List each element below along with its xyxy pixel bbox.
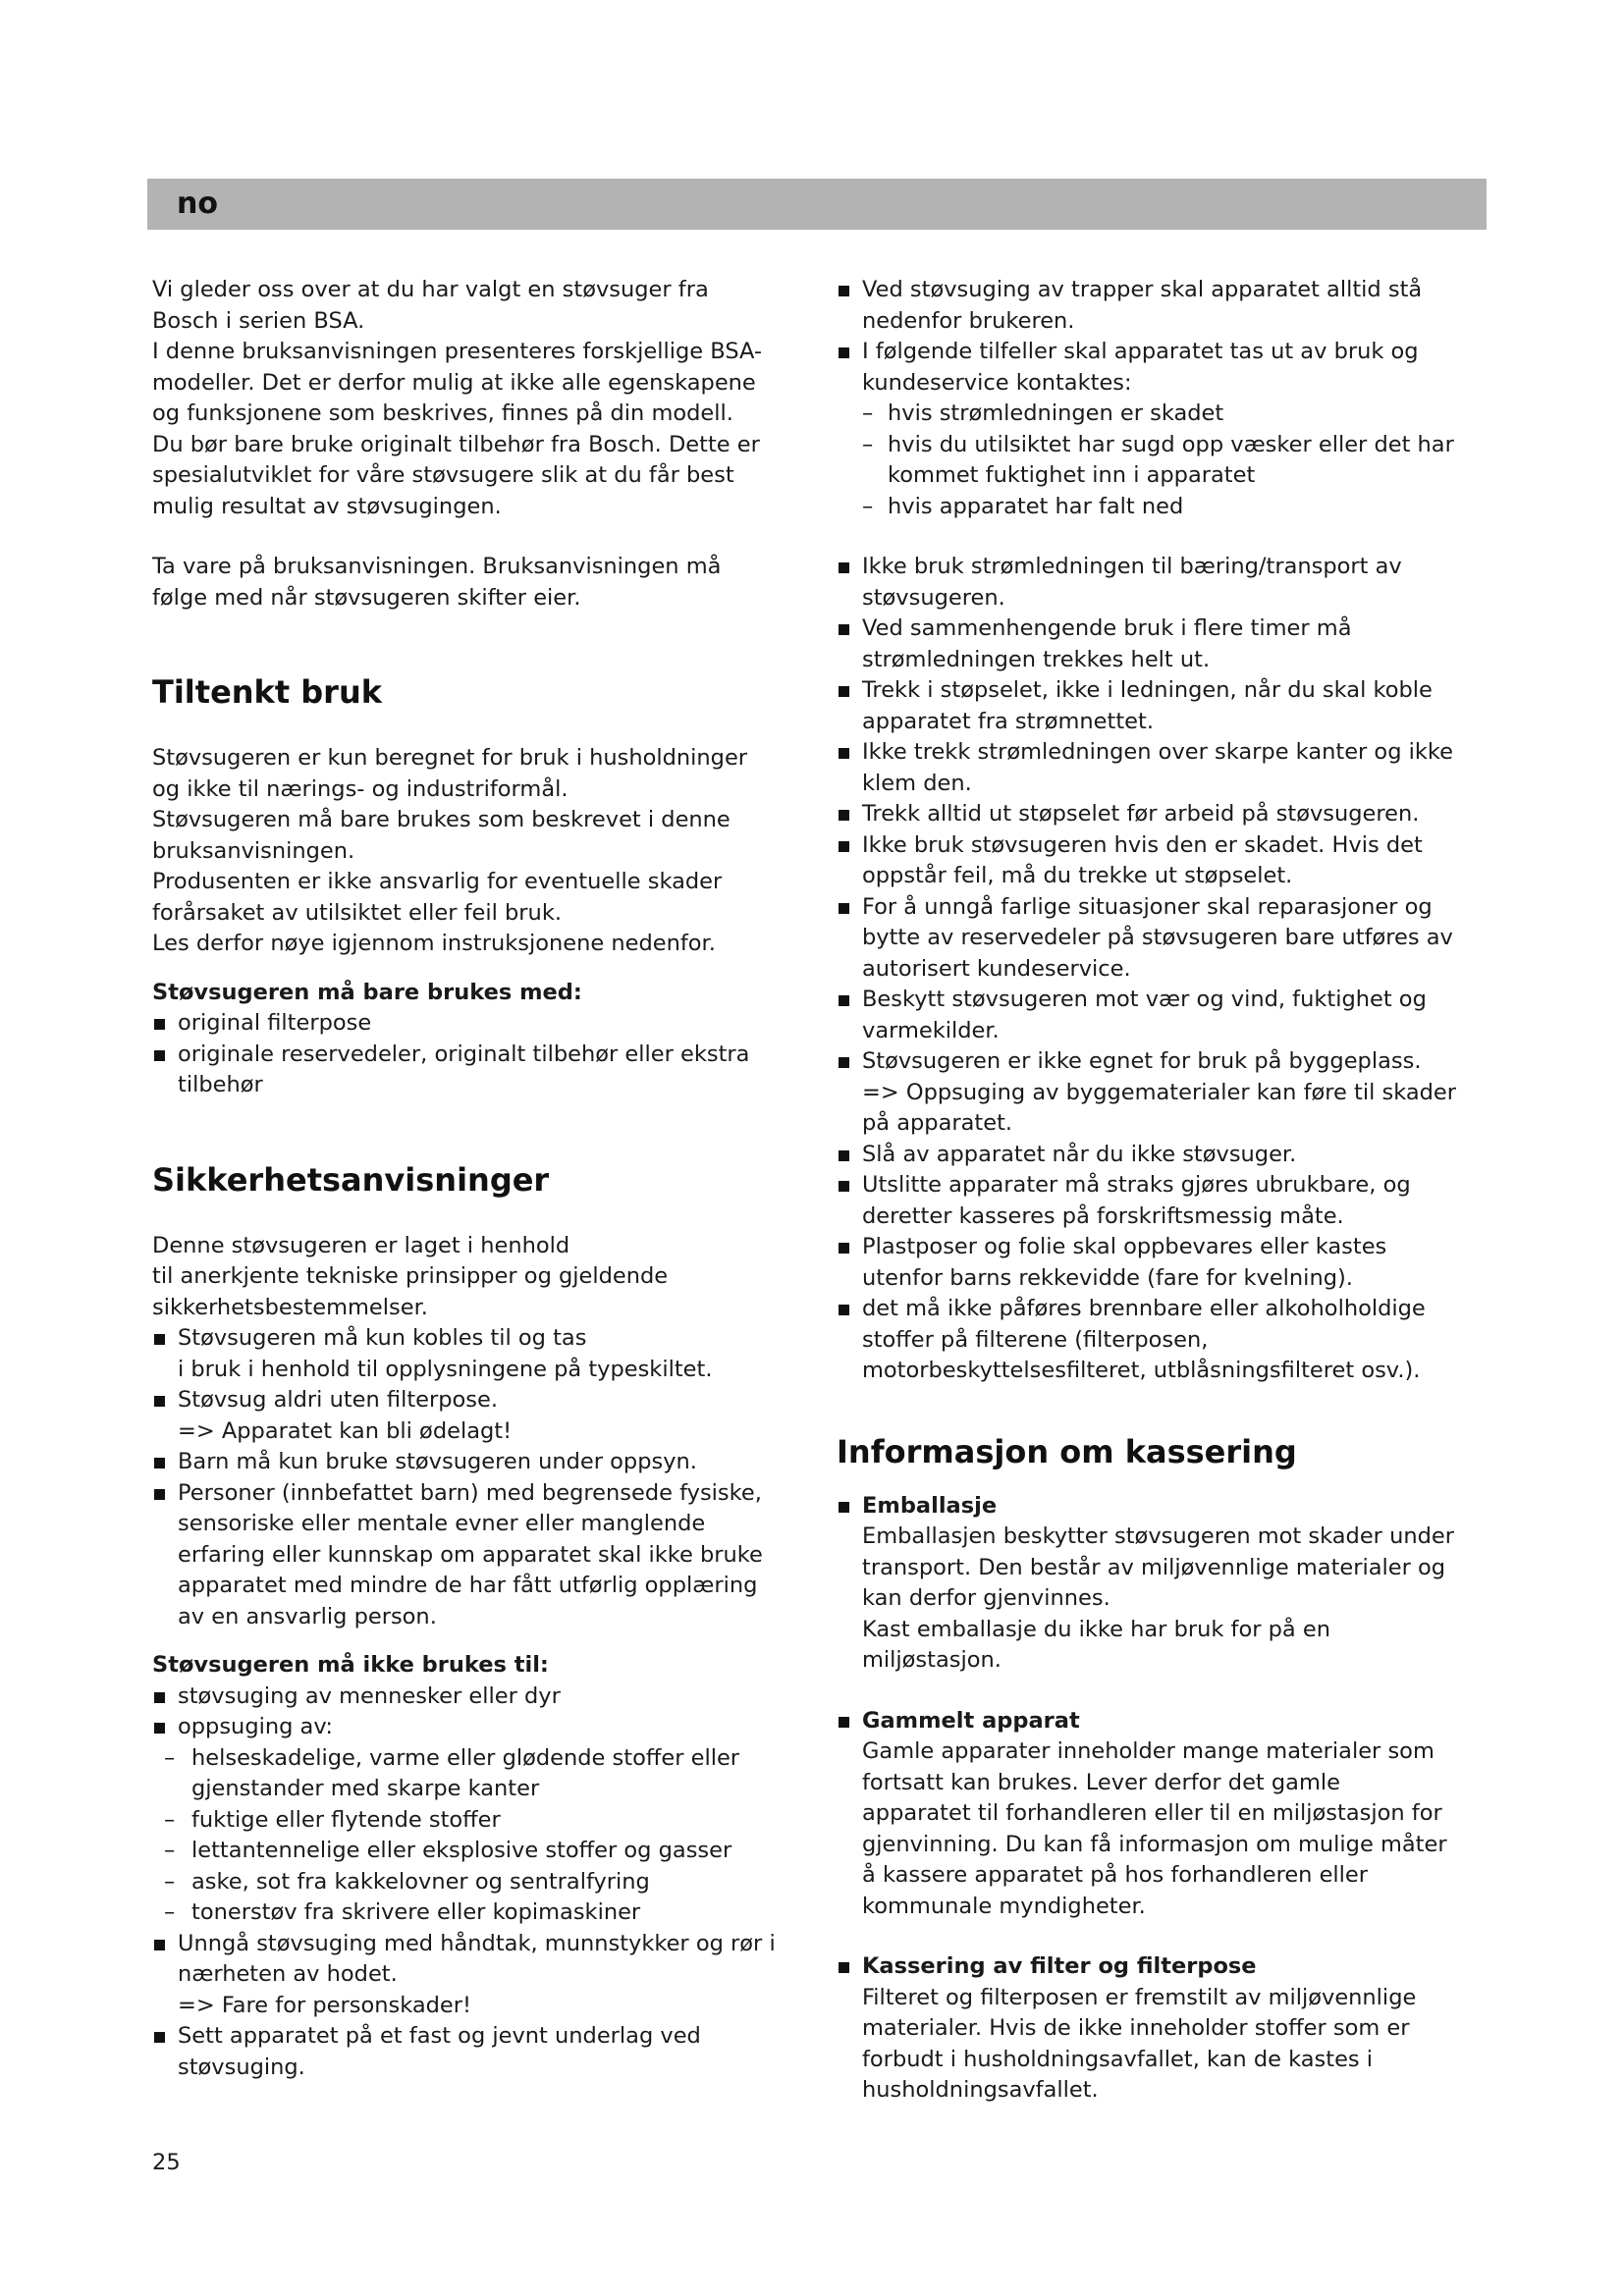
text-line: mulig resultat av støvsugingen. [152, 493, 502, 519]
dash-item: – fuktige eller flytende stoffer [152, 1805, 800, 1837]
service-dash-list [862, 399, 1494, 522]
safety-intro-paragraph [152, 1231, 800, 1324]
text-line: til anerkjente tekniske prinsipper og gjeldende [152, 1263, 669, 1289]
language-header-bar [147, 179, 1487, 230]
text-line: følge med når støvsugeren skifter eier. [152, 584, 581, 611]
dash-item: – hvis du utilsiktet har sugd opp væsker eller det har kommet fuktighet inn i apparatet [862, 430, 1494, 492]
language-code: no [177, 187, 218, 221]
not-for-rest-list [152, 1929, 800, 2084]
text-line: Du bør bare bruke originalt tilbehør fra Bosch. Dette er [152, 431, 760, 457]
list-item: Støvsugeren må kun kobles til og tas i bruk i henhold til opplysningene på typeskiltet. [152, 1323, 800, 1385]
list-item: oppsuging av: [152, 1712, 800, 1743]
not-for-subheading: Støvsugeren må ikke brukes til: [152, 1652, 549, 1678]
list-item: I følgende tilfeller skal apparatet tas ut av bruk og kundeservice kontaktes: – hvis strømledningen er skadet – hvis du utilsiktet har sugd opp væsker eller det har kommet fuktighet inn i apparatet – hvis apparatet har falt ned [837, 337, 1494, 522]
safety-list [152, 1323, 800, 1632]
text-line: Bosch i serien BSA. [152, 307, 365, 334]
intended-use-heading: Tiltenkt bruk [152, 673, 383, 711]
list-item: det må ikke påføres brennbare eller alkoholholdige stoffer på filterene (filterposen, motorbeskyttelsesfilteret, utblåsningsfilteret osv.). [837, 1294, 1494, 1387]
text-line: modeller. Det er derfor mulig at ikke alle egenskapene [152, 369, 756, 396]
text-line: I denne bruksanvisningen presenteres forskjellige BSA- [152, 339, 763, 364]
list-item: original filterpose [152, 1008, 800, 1040]
list-item: originale reservedeler, originalt tilbehør eller ekstra tilbehør [152, 1040, 800, 1101]
disposal-list [837, 1491, 1494, 2107]
list-item: støvsuging av mennesker eller dyr [152, 1682, 800, 1713]
list-item: Ikke bruk strømledningen til bæring/transport av støvsugeren. [837, 552, 1494, 614]
list-item: Ikke trekk strømledningen over skarpe kanter og ikke klem den. [837, 737, 1494, 799]
list-item: Sett apparatet på et fast og jevnt underlag ved støvsuging. [152, 2021, 800, 2083]
list-item: Plastposer og folie skal oppbevares eller kastes utenfor barns rekkevidde (fare for kvelning). [837, 1232, 1494, 1294]
disposal-item-filter: Kassering av filter og filterpose Filteret og filterposen er fremstilt av miljøvennlige materialer. Hvis de ikke inneholder stoffer som er forbudt i husholdningsavfallet, kan de kastes i husholdningsavfallet. [837, 1951, 1494, 2107]
list-item: Støvsugeren er ikke egnet for bruk på byggeplass. => Oppsuging av byggematerialer kan føre til skader på apparatet. [837, 1046, 1494, 1140]
dash-item: – helseskadelige, varme eller glødende stoffer eller gjenstander med skarpe kanter [152, 1743, 800, 1805]
safety-heading: Sikkerhetsanvisninger [152, 1160, 550, 1199]
disposal-heading: Informasjon om kassering [837, 1432, 1297, 1470]
text-line: forårsaket av utilsiktet eller feil bruk. [152, 899, 562, 926]
list-item: Slå av apparatet når du ikke støvsuger. [837, 1140, 1494, 1171]
list-item: Utslitte apparater må straks gjøres ubrukbare, og deretter kasseres på forskriftsmessig måte. [837, 1170, 1494, 1232]
text-line: og ikke til nærings- og industriformål. [152, 775, 568, 802]
text-line: Støvsugeren må bare brukes som beskrevet i denne [152, 807, 731, 832]
dash-item: – hvis apparatet har falt ned [862, 492, 1494, 523]
text-line: bruksanvisningen. [152, 837, 355, 864]
text-line: Les derfor nøye igjennom instruksjonene nedenfor. [152, 931, 716, 956]
safety-list-continued [837, 275, 1494, 522]
text-line: og funksjonene som beskrives, finnes på din modell. [152, 400, 733, 426]
intro-paragraph [152, 275, 800, 522]
list-item: Unngå støvsuging med håndtak, munnstykker og rør i nærheten av hodet. => Fare for personskader! [152, 1929, 800, 2022]
list-item: Trekk alltid ut støpselet før arbeid på støvsugeren. [837, 799, 1494, 830]
page-number: 25 [152, 2150, 181, 2175]
text-line: Denne støvsugeren er laget i henhold [152, 1232, 570, 1258]
left-column [152, 275, 800, 2083]
list-item: Beskytt støvsugeren mot vær og vind, fuktighet og varmekilder. [837, 985, 1494, 1046]
not-for-list [152, 1682, 800, 1743]
only-with-list [152, 1008, 800, 1101]
list-item: Trekk i støpselet, ikke i ledningen, når du skal koble apparatet fra strømnettet. [837, 675, 1494, 737]
right-column [837, 275, 1494, 2107]
list-item: Barn må kun bruke støvsugeren under oppsyn. [152, 1447, 800, 1478]
text-line: spesialutviklet for våre støvsugere slik at du får best [152, 462, 734, 488]
text-line: Vi gleder oss over at du har valgt en støvsuger fra [152, 277, 709, 302]
dash-item: – tonerstøv fra skrivere eller kopimaskiner [152, 1897, 800, 1929]
keep-manual-paragraph [152, 552, 800, 614]
text-line: Støvsugeren er kun beregnet for bruk i husholdninger [152, 745, 748, 771]
text-line: Produsenten er ikke ansvarlig for eventuelle skader [152, 869, 723, 894]
intended-use-paragraph [152, 743, 800, 960]
dash-item: – lettantennelige eller eksplosive stoffer og gasser [152, 1836, 800, 1867]
list-item: Ved sammenhengende bruk i flere timer må strømledningen trekkes helt ut. [837, 614, 1494, 675]
list-item: Ikke bruk støvsugeren hvis den er skadet. Hvis det oppstår feil, må du trekke ut støpselet. [837, 830, 1494, 892]
text-line: sikkerhetsbestemmelser. [152, 1294, 428, 1320]
only-with-subheading: Støvsugeren må bare brukes med: [152, 979, 582, 1005]
list-item: Ved støvsuging av trapper skal apparatet alltid stå nedenfor brukeren. [837, 275, 1494, 337]
safety-list-more [837, 552, 1494, 1387]
disposal-item-packaging: Emballasje Emballasjen beskytter støvsugeren mot skader under transport. Den består av miljøvennlige materialer og kan derfor gjenvinnes. Kast emballasje du ikke har bruk for på en miljøstasjon. [837, 1491, 1494, 1677]
text-line: Ta vare på bruksanvisningen. Bruksanvisningen må [152, 554, 722, 579]
list-item: For å unngå farlige situasjoner skal reparasjoner og bytte av reservedeler på støvsugeren bare utføres av autorisert kundeservice. [837, 892, 1494, 986]
dash-item: – hvis strømledningen er skadet [862, 399, 1494, 430]
list-item: Personer (innbefattet barn) med begrensede fysiske, sensoriske eller mentale evner eller manglende erfaring eller kunnskap om apparatet skal ikke bruke apparatet med mindre de har fått utførlig opplæring av en ansvarlig person. [152, 1478, 800, 1633]
list-item: Støvsug aldri uten filterpose. => Apparatet kan bli ødelagt! [152, 1385, 800, 1447]
disposal-item-old-appliance: Gammelt apparat Gamle apparater inneholder mange materialer som fortsatt kan brukes. Lever derfor det gamle apparatet til forhandleren eller til en miljøstasjon for gjenvinning. Du kan få informasjon om mulige måter å kassere apparatet på hos forhandleren eller kommunale myndigheter. [837, 1706, 1494, 1923]
dash-item: – aske, sot fra kakkelovner og sentralfyring [152, 1867, 800, 1898]
not-for-dash-list [152, 1743, 800, 1929]
